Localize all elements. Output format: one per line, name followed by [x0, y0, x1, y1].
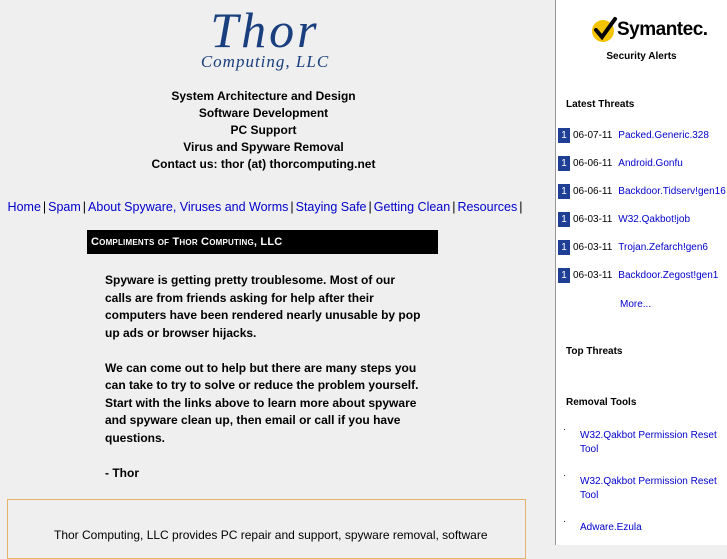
threat-date: 06-06-11	[573, 158, 613, 169]
nav-resources[interactable]: Resources	[457, 200, 518, 214]
removal-tool-link[interactable]: W32.Qakbot Permission Reset Tool	[580, 476, 717, 501]
threat-link[interactable]: Backdoor.Zegost!gen1	[618, 270, 719, 281]
nav-staying-safe[interactable]: Staying Safe	[295, 200, 367, 214]
threat-item	[558, 240, 708, 256]
checkmark-icon	[590, 16, 618, 44]
removal-tool-link[interactable]: Adware.Ezula	[580, 522, 642, 533]
top-threats-heading: Top Threats	[566, 346, 623, 357]
latest-threats-heading: Latest Threats	[566, 99, 635, 110]
threat-date: 06-07-11	[573, 130, 613, 141]
footer-box	[7, 499, 526, 559]
main-nav: Home | Spam | About Spyware, Viruses and Worms | Staying Safe | Getting Clean | Resources |	[7, 200, 523, 214]
threat-link[interactable]: W32.Qakbot!job	[618, 214, 691, 225]
security-alerts-title: Security Alerts	[606, 51, 677, 62]
threat-level-badge: 1	[558, 184, 570, 199]
more-threats-link[interactable]: More...	[620, 299, 652, 310]
symantec-wordmark: Symantec.	[617, 19, 708, 40]
intro-paragraph: We can come out to help but there are many steps you can take to try to solve or reduce the problem yourself. Start with the links above to learn more about spyware and spyware clean up, then email or call if you have questions.	[105, 360, 419, 445]
threat-level-badge: 1	[558, 240, 570, 255]
services-list	[0, 88, 527, 173]
threat-date: 06-03-11	[573, 270, 613, 281]
threat-date: 06-03-11	[573, 242, 613, 253]
symantec-widget	[555, 0, 727, 545]
symantec-logo[interactable]	[590, 16, 710, 46]
service-item: System Architecture and Design	[171, 89, 356, 103]
threat-level-badge: 1	[558, 212, 570, 227]
intro-paragraph: Spyware is getting pretty troublesome. Most of our calls are from friends asking for help after their computers have been rendered nearly unusable by pop up ads or browser hijacks.	[105, 273, 421, 340]
removal-tool-link[interactable]: W32.Qakbot Permission Reset Tool	[580, 430, 717, 455]
logo-subtitle: Computing, LLC	[200, 52, 330, 71]
threat-date: 06-03-11	[573, 214, 613, 225]
logo-title: Thor	[210, 2, 320, 58]
threat-item	[558, 128, 709, 144]
nav-about-spyware[interactable]: About Spyware, Viruses and Worms	[88, 200, 289, 214]
nav-getting-clean[interactable]: Getting Clean	[373, 200, 451, 214]
threat-date: 06-06-11	[573, 186, 613, 197]
threat-link[interactable]: Android.Gonfu	[618, 158, 683, 169]
bullet-icon: ·	[563, 424, 566, 434]
contact-line: Contact us: thor (at) thorcomputing.net	[151, 157, 376, 171]
removal-tools-heading: Removal Tools	[566, 397, 637, 408]
footer-text: Thor Computing, LLC provides PC repair and support, spyware removal, software	[54, 528, 488, 542]
signature: - Thor	[105, 465, 139, 480]
nav-home[interactable]: Home	[7, 200, 41, 214]
bullet-icon: ·	[563, 470, 566, 480]
threat-link[interactable]: Trojan.Zefarch!gen6	[618, 242, 708, 253]
threat-link[interactable]: Packed.Generic.328	[618, 130, 709, 141]
threat-link[interactable]: Backdoor.Tidserv!gen16	[618, 186, 726, 197]
service-item: PC Support	[230, 123, 297, 137]
site-logo	[150, 2, 380, 71]
threat-level-badge: 1	[558, 128, 570, 143]
intro-text	[105, 272, 425, 500]
threat-item	[558, 184, 726, 200]
service-item: Virus and Spyware Removal	[183, 140, 344, 154]
nav-spam[interactable]: Spam	[48, 200, 81, 214]
bullet-icon: ·	[563, 516, 566, 526]
service-item: Software Development	[198, 106, 329, 120]
compliments-banner: Compliments of Thor Computing, LLC	[87, 230, 438, 254]
threat-item	[558, 156, 683, 172]
threat-item	[558, 212, 690, 228]
threat-level-badge: 1	[558, 268, 570, 283]
threat-level-badge: 1	[558, 156, 570, 171]
threat-item	[558, 268, 718, 284]
